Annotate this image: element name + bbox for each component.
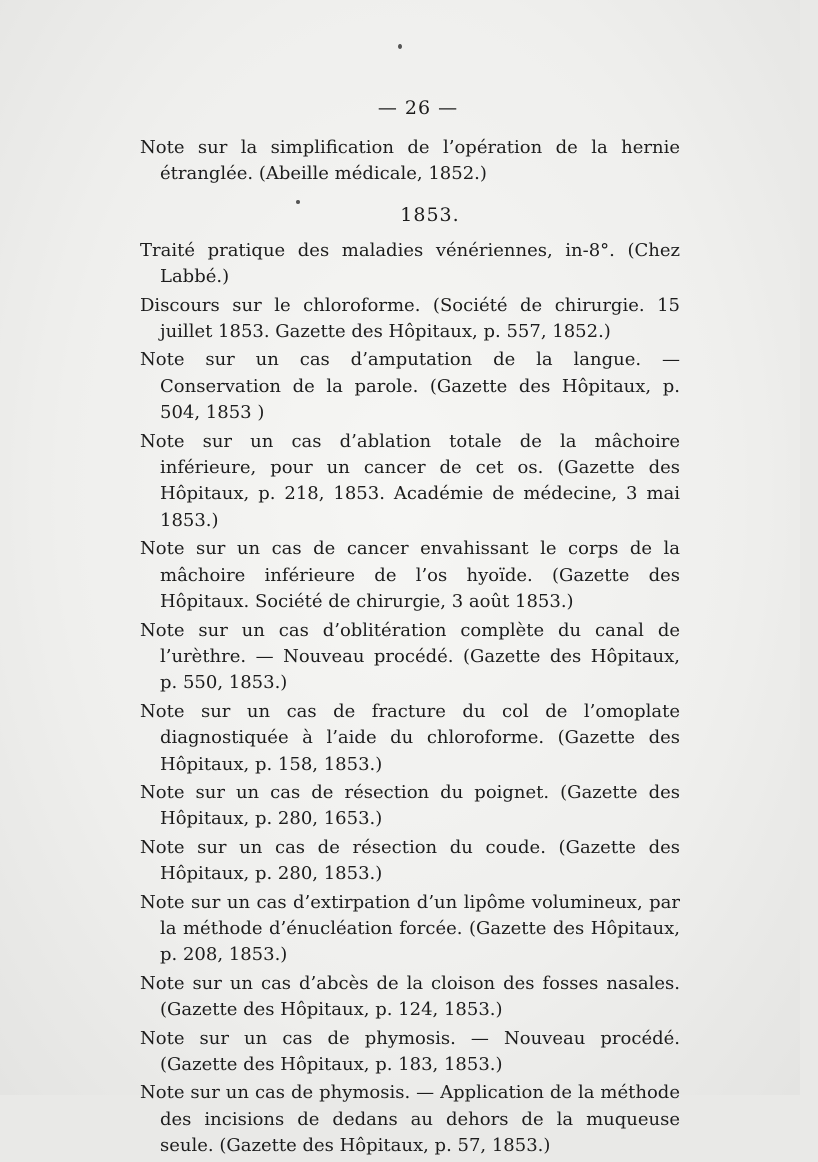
ink-speck <box>398 44 402 49</box>
bibliography-entry: Note sur un cas d’oblitération complète du canal de l’urèthre. — Nouveau procédé. (Gazette des Hôpitaux, p. 550, 1853.) <box>140 619 680 694</box>
bibliography-entry: Note sur un cas de résection du coude. (Gazette des Hôpitaux, p. 280, 1853.) <box>140 836 680 885</box>
bibliography-entry: Note sur un cas d’abcès de la cloison des fosses nasales. (Gazette des Hôpitaux, p. 124, 1853.) <box>140 972 680 1021</box>
bibliography-entry: Note sur un cas de cancer envahissant le corps de la mâchoire inférieure de l’os hyoïde. (Gazette des Hôpitaux. Société de chirurgie, 3 août 1853.) <box>140 538 680 613</box>
bibliography-entry: Note sur la simplification de l’opération de la hernie étranglée. (Abeille médicale, 1852.) <box>140 137 680 185</box>
bibliography-entry: Note sur un cas de fracture du col de l’omoplate diagnostiquée à l’aide du chloroforme. (Gazette des Hôpitaux, p. 158, 1853.) <box>140 700 680 775</box>
bibliography-entry: Note sur un cas de phymosis. — Nouveau procédé. (Gazette des Hôpitaux, p. 183, 1853.) <box>140 1027 680 1075</box>
bibliography-list <box>140 135 680 1162</box>
bibliography-entry: Note sur un cas de résection du poignet. (Gazette des Hôpitaux, p. 280, 1653.) <box>140 781 680 830</box>
bibliography-entry: Note sur un cas d’ablation totale de la mâchoire inférieure, pour un cancer de cet os. (Gazette des Hôpitaux, p. 218, 1853. Académie de médecine, 3 mai 1853.) <box>140 430 680 531</box>
bibliography-entry: Discours sur le chloroforme. (Société de chirurgie. 15 juillet 1853. Gazette des Hôpitaux, p. 557, 1852.) <box>140 294 680 343</box>
year-heading: 1853. <box>400 203 460 226</box>
page-number: — 26 — <box>377 97 459 119</box>
bibliography-entry: Traité pratique des maladies vénériennes, in-8°. (Chez Labbé.) <box>140 239 680 288</box>
bibliography-entry: Note sur un cas de phymosis. — Application de la méthode des incisions de dedans au dehors de la muqueuse seule. (Gazette des Hôpitaux, p. 57, 1853.) <box>140 1082 680 1157</box>
bibliography-entry: Note sur un cas d’amputation de la langue. — Conservation de la parole. (Gazette des Hôpitaux, p. 504, 1853 ) <box>140 349 680 424</box>
bibliography-entry: Note sur un cas d’extirpation d’un lipôme volumineux, par la méthode d’énucléation forcée. (Gazette des Hôpitaux, p. 208, 1853.) <box>140 891 680 966</box>
